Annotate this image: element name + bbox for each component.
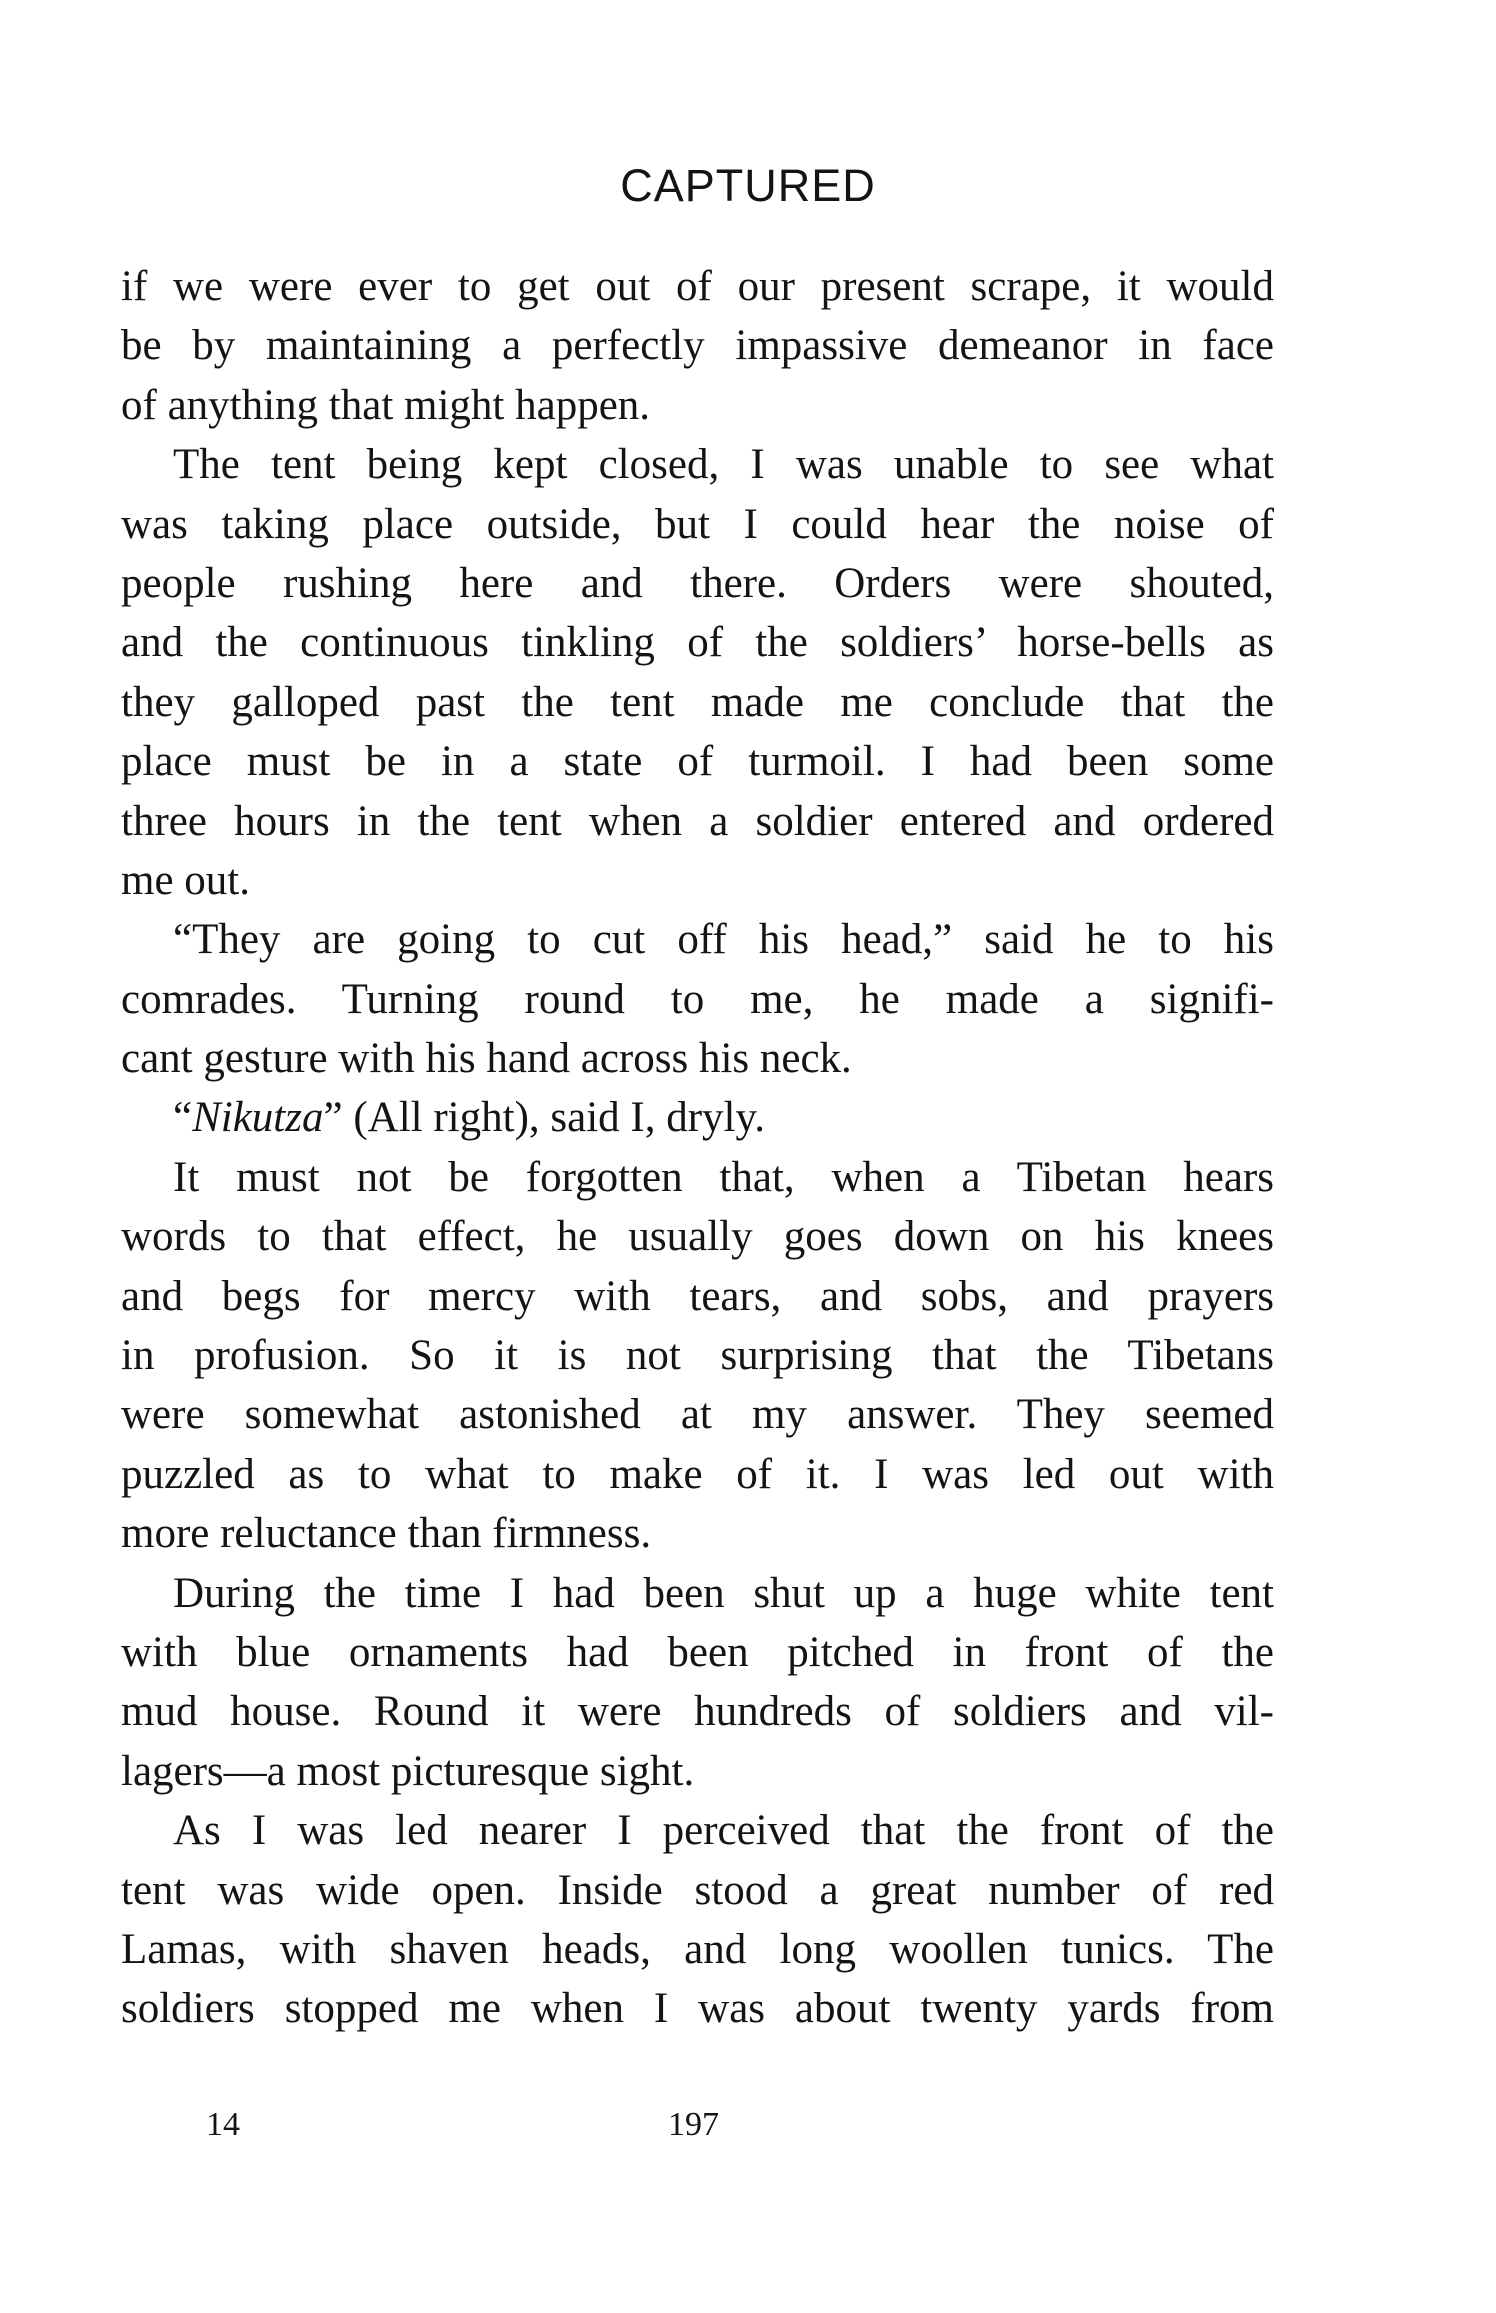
text-line: if we were ever to get out of our present scrape, it would: [121, 263, 1274, 310]
text-line: soldiers stopped me when I was about twenty yards from: [121, 1985, 1274, 2033]
text-line: “They are going to cut off his head,” said he to his: [173, 916, 1274, 964]
text-line: place must be in a state of turmoil. I had been some: [121, 738, 1274, 786]
body-text: [121, 257, 1274, 2039]
text-line: and the continuous tinkling of the soldiers’ horse-bells as: [121, 619, 1274, 667]
text-line: was taking place outside, but I could hear the noise of: [121, 500, 1274, 548]
text-line: and begs for mercy with tears, and sobs, and prayers: [121, 1272, 1274, 1320]
text-line: cant gesture with his hand across his neck.: [121, 1035, 852, 1083]
text-line: comrades. Turning round to me, he made a signifi-: [121, 975, 1274, 1023]
text-line: tent was wide open. Inside stood a great number of red: [121, 1866, 1274, 1914]
text-line: Lamas, with shaven heads, and long woollen tunics. The: [121, 1925, 1274, 1973]
text-line: It must not be forgotten that, when a Tibetan hears: [173, 1153, 1274, 1201]
text-line: were somewhat astonished at my answer. They seemed: [121, 1391, 1274, 1439]
text-line: As I was led nearer I perceived that the front of the: [173, 1807, 1274, 1855]
text-line: they galloped past the tent made me conclude that the: [121, 678, 1274, 726]
running-head-title: CAPTURED: [620, 160, 876, 211]
text-line: be by maintaining a perfectly impassive demeanor in face: [121, 322, 1274, 370]
text-line: lagers—a most picturesque sight.: [121, 1747, 695, 1795]
text-line: me out.: [121, 856, 250, 904]
text-line: mud house. Round it were hundreds of soldiers and vil-: [121, 1688, 1274, 1736]
text-line: During the time I had been shut up a huge white tent: [173, 1569, 1274, 1617]
text-line: words to that effect, he usually goes down on his knees: [121, 1213, 1274, 1261]
text-line: puzzled as to what to make of it. I was led out with: [121, 1450, 1274, 1498]
text-line: three hours in the tent when a soldier entered and ordered: [121, 797, 1274, 845]
text-line: “Nikutza” (All right), said I, dryly.: [173, 1094, 765, 1142]
text-line: people rushing here and there. Orders were shouted,: [121, 559, 1274, 607]
text-line: more reluctance than firmness.: [121, 1510, 652, 1558]
signature-mark: 14: [206, 2106, 240, 2143]
page-number: 197: [668, 2106, 719, 2143]
text-line: in profusion. So it is not surprising that the Tibetans: [121, 1332, 1274, 1380]
text-line: with blue ornaments had been pitched in front of the: [121, 1628, 1274, 1676]
text-line: The tent being kept closed, I was unable to see what: [173, 441, 1274, 489]
text-line: of anything that might happen.: [121, 381, 651, 429]
